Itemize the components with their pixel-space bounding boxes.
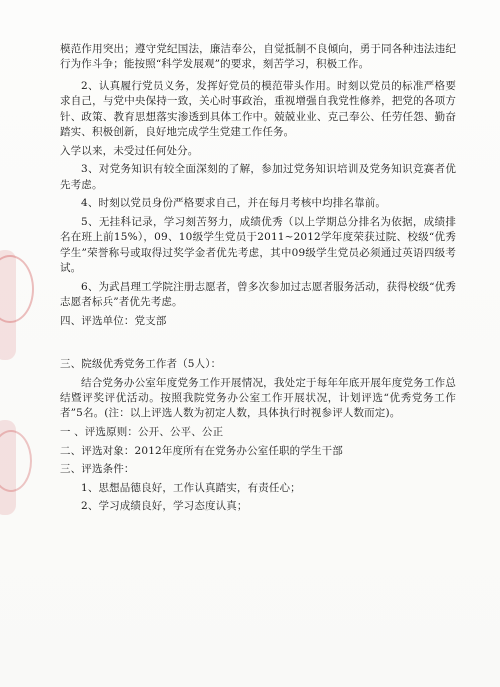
paragraph: 2、认真履行党员义务，发挥好党员的模范带头作用。时刻以党员的标准严格要求自己，与党中央保持一致，关心时事政治，重视增强自我党性修养，把党的各项方针、政策、教育思想落实渗透到具体工作中。兢兢业业、克己奉公、任劳任怨、勤奋踏实、积极创新，良好地完成学生党建工作任务。 [60, 79, 456, 139]
paragraph: 入学以来，未受过任何处分。 [60, 144, 199, 157]
seal-icon [0, 430, 32, 492]
paragraph: 4、时刻以党员身份严格要求自己，并在每月考核中均排名靠前。 [81, 197, 387, 210]
section-heading: 一 、评选原则：公开、公平、公正 [60, 426, 224, 439]
paragraph: 3、对党务知识有较全面深刻的了解，参加过党务知识培训及党务知识竞赛者优先考虑。 [60, 163, 456, 191]
paragraph: 5、无挂科记录，学习刻苦努力，成绩优秀（以上学期总分排名为依据，成绩排名在班上前15%），09、10级学生党员于2011~2012学年度荣获过院、校级“优秀学生”荣誉称号或取得过奖学金者优先考虑，其中09级学生党员必须通过英语四级考试。 [60, 215, 456, 275]
list-item: 2、学习成绩良好，学习态度认真； [81, 500, 248, 513]
paragraph: 模范作用突出；遵守党纪国法，廉洁奉公，自觉抵制不良倾向，勇于同各种违法违纪行为作斗争；能按照“科学发展观”的要求，刻苦学习，积极工作。 [60, 43, 456, 71]
paragraph: 结合党务办公室年度党务工作开展情况，我处定于每年年底开展年度党务工作总结暨评奖评优活动。按照我院党务办公室工作开展状况，计划评选“优秀党务工作者”5名。(注：以上评选人数为初定人数，具体执行时视参评人数而定)。 [60, 376, 456, 420]
list-item: 1、思想品德良好，工作认真踏实，有责任心； [81, 481, 301, 494]
section-heading: 三、院级优秀党务工作者（5人）： [60, 358, 222, 371]
section-heading: 三、评选条件： [60, 463, 135, 476]
section-heading: 二、评选对象：2012年度所有在党务办公室任职的学生干部 [60, 444, 343, 457]
seal-icon [0, 255, 34, 323]
section-heading: 四、评选单位：党支部 [60, 314, 167, 327]
document-body [60, 42, 456, 518]
paragraph: 6、为武昌理工学院注册志愿者，曾多次参加过志愿者服务活动，获得校级“优秀志愿者标兵”者优先考虑。 [60, 280, 456, 309]
